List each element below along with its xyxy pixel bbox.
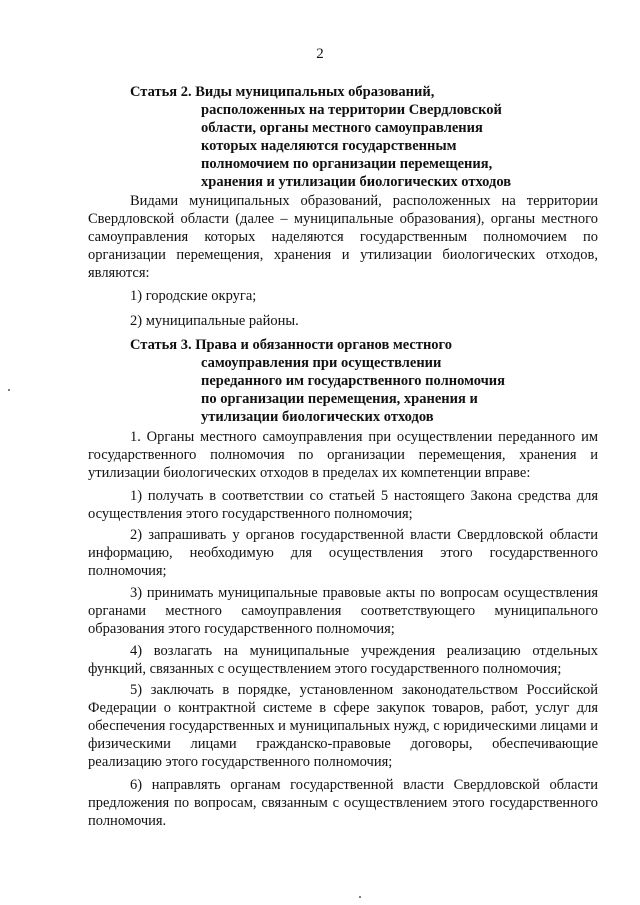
article-3-title	[130, 336, 505, 426]
title-line: хранения и утилизации биологических отходов	[201, 174, 512, 190]
title-line: области, органы местного самоуправления	[201, 120, 483, 136]
scan-speck	[8, 389, 10, 391]
title-line: Статья 2. Виды муниципальных образований,	[130, 84, 435, 100]
title-line: самоуправления при осуществлении	[201, 355, 442, 371]
article-2-item-2: 2) муниципальные районы.	[130, 313, 299, 329]
page-number: 2	[316, 46, 324, 62]
title-line: полномочием по организации перемещения,	[201, 156, 493, 172]
title-line: по организации перемещения, хранения и	[201, 391, 478, 407]
article-3-right-2: 2) запрашивать у органов государственной власти Свердловской области информацию, необходимую для осуществления этого государственного полномочия;	[88, 527, 598, 579]
article-3-right-3: 3) принимать муниципальные правовые акты по вопросам осуществления органами местного самоуправления соответствующего муниципального образования этого государственного полномочия;	[88, 585, 598, 637]
article-3-right-1: 1) получать в соответствии со статьей 5 настоящего Закона средства для осуществления этого государственного полномочия;	[88, 488, 598, 522]
article-3-right-6: 6) направлять органам государственной власти Свердловской области предложения по вопросам, связанным с осуществлением этого государственного полномочия.	[88, 777, 598, 829]
article-3-right-5: 5) заключать в порядке, установленном законодательством Российской Федерации о контрактной системе в сфере закупок товаров, работ, услуг для обеспечения государственных и муниципальных нужд, с юридическими лицами и физическими лицами гражданско-правовые договоры, обеспечивающие реализацию этого государственного полномочия;	[88, 682, 598, 770]
title-line: Статья 3. Права и обязанности органов местного	[130, 337, 453, 353]
title-line: утилизации биологических отходов	[201, 409, 434, 425]
article-3-right-4: 4) возлагать на муниципальные учреждения реализацию отдельных функций, связанных с осуществлением этого государственного полномочия;	[88, 643, 598, 677]
scan-speck	[359, 896, 361, 898]
title-line: переданного им государственного полномочия	[201, 373, 505, 389]
article-2-intro: Видами муниципальных образований, расположенных на территории Свердловской области (далее – муниципальные образования), органы местного самоуправления которых наделяются государственным полномочием по организации перемещения, хранения и утилизации биологических отходов, являются:	[88, 193, 598, 281]
article-3-paragraph-1: 1. Органы местного самоуправления при осуществлении переданного им государственного полномочия по организации перемещения, хранения и утилизации биологических отходов в пределах их компетенции вправе:	[88, 429, 598, 481]
article-2-item-1: 1) городские округа;	[130, 288, 257, 304]
title-line: расположенных на территории Свердловской	[201, 102, 502, 118]
title-line: которых наделяются государственным	[201, 138, 457, 154]
article-2-title	[130, 83, 511, 191]
